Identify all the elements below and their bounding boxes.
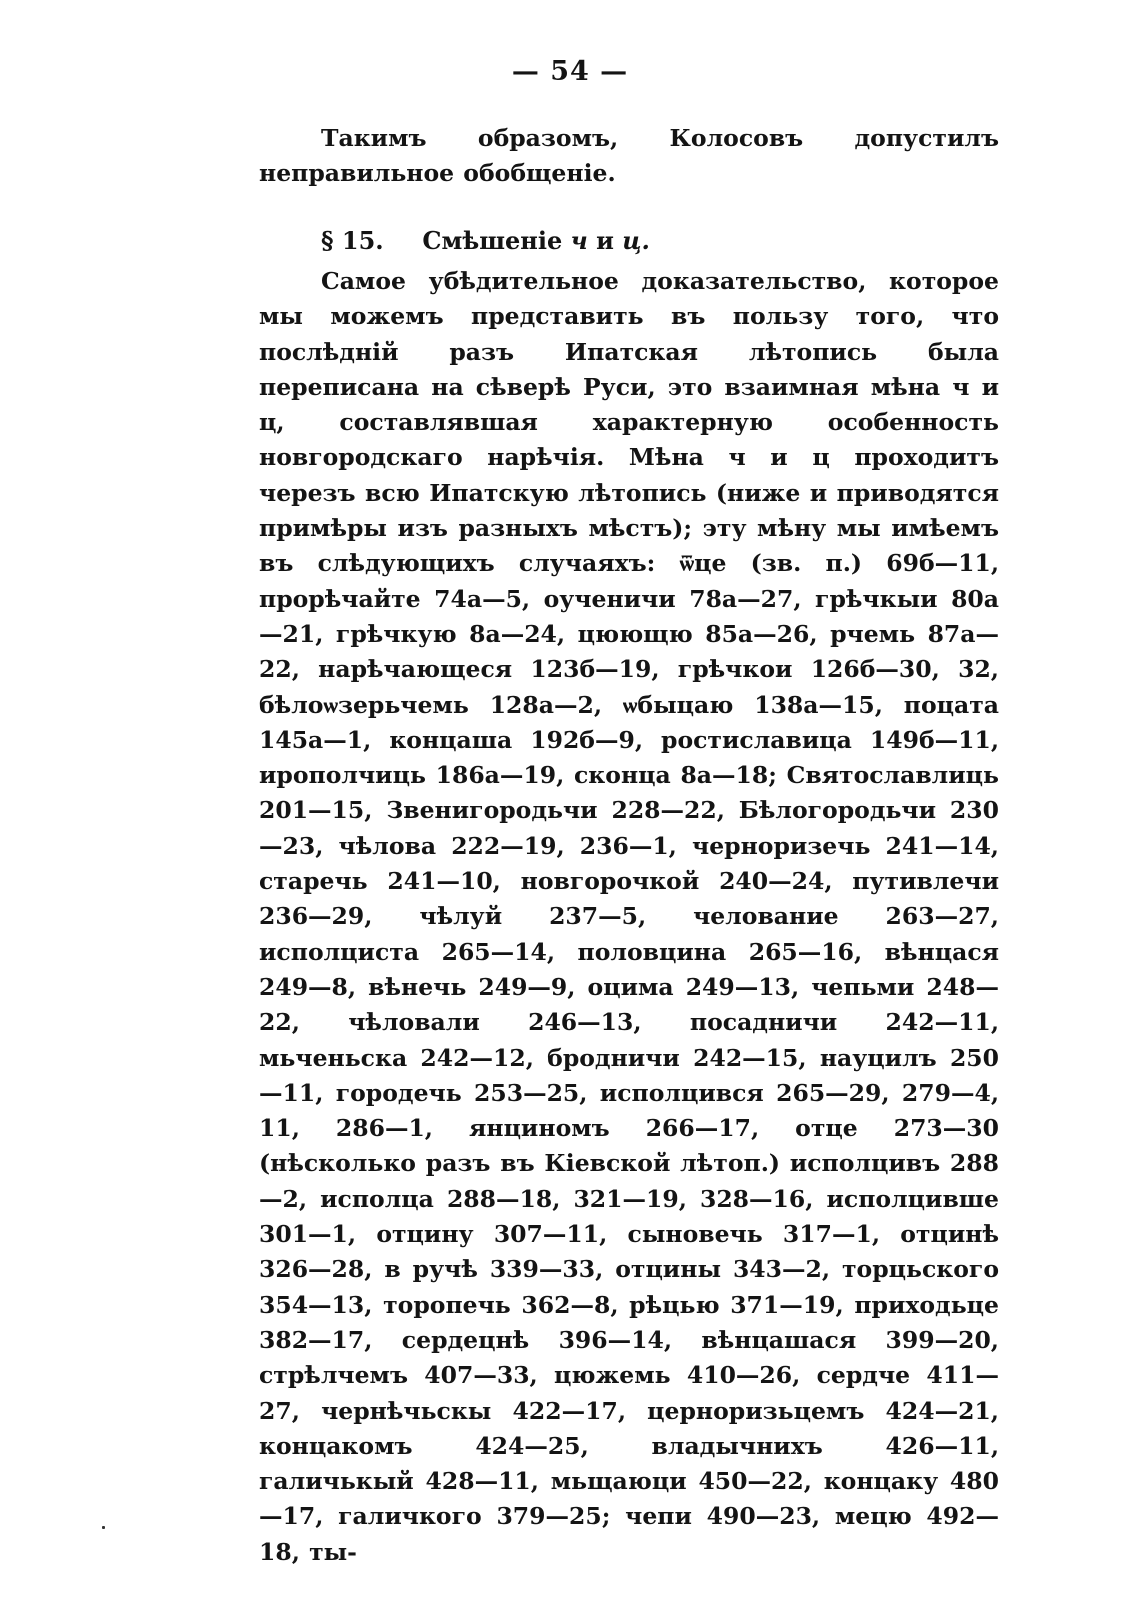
intro-paragraph: Такимъ образомъ, Колосовъ допустилъ неправильное обобщеніе.: [259, 124, 999, 188]
page-number: — 54 —: [511, 56, 629, 87]
section-heading: [321, 223, 650, 258]
section-letter-tse: ц.: [622, 226, 650, 255]
section-title: Смѣшеніе: [422, 226, 563, 255]
scan-speck: [102, 1526, 105, 1529]
body-paragraph: Самое убѣдительное доказательство, которое мы можемъ представить въ пользу того, что послѣдній разъ Ипатская лѣтопись была переписана на сѣверѣ Руси, это взаимная мѣна ч и ц, составлявшая характерную особенность новгородскаго нарѣчія. Мѣна ч и ц проходитъ черезъ всю Ипатскую лѣтопись (ниже и приводятся примѣры изъ разныхъ мѣстъ); эту мѣну мы имѣемъ въ слѣдующихъ случаяхъ: ѿце (зв. п.) 69б—11, прорѣчайте 74а—5, оученичи 78а—27, грѣчкыи 80а—21, грѣчкую 8а—24, цюющю 85а—26, рчемь 87а—22, нарѣчающеся 123б—19, грѣчкои 126б—30, 32, бѣлоѡзерьчемь 128а—2, ѡбыцаю 138а—15, поцата 145а—1, концаша 192б—9, ростиславица 149б—11, ирополчиць 186а—19, сконца 8а—18; Святославлиць 201—15, Звенигородьчи 228—22, Бѣлогородьчи 230—23, чѣлова 222—19, 236—1, черноризечь 241—14, старечь 241—10, новгорочкой 240—24, путивлечи 236—29, чѣлуй 237—5, челование 263—27, исполциста 265—14, половцина 265—16, вѣнцася 249—8, вѣнечь 249—9, оцима 249—13, чепьми 248—22, чѣловали 246—13, посадничи 242—11, мьченьска 242—12, бродничи 242—15, науцилъ 250—11, городечь 253—25, исполцився 265—29, 279—4, 11, 286—1, янциномъ 266—17, отце 273—30 (нѣсколько разъ въ Кіевской лѣтоп.) исполцивъ 288—2, исполца 288—18, 321—19, 328—16, исполцивше 301—1, отцину 307—11, сыновечь 317—1, отцинѣ 326—28, в ручѣ 339—33, отцины 343—2, торцьского 354—13, торопечь 362—8, рѣцью 371—19, приходьце 382—17, сердецнѣ 396—14, вѣнцашася 399—20, стрѣлчемъ 407—33, цюжемь 410—26, сердче 411—27, чернѣчьскы 422—17, церноризьцемъ 424—21, концакомъ 424—25, владычнихъ 426—11, галичькый 428—11, мьщаюци 450—22, концаку 480—17, галичкого 379—25; чепи 490—23, мецю 492—18, ты-: [259, 267, 999, 1566]
section-letter-che: ч: [570, 226, 588, 255]
section-number: § 15.: [321, 226, 384, 255]
section-conjunction: и: [596, 226, 614, 255]
